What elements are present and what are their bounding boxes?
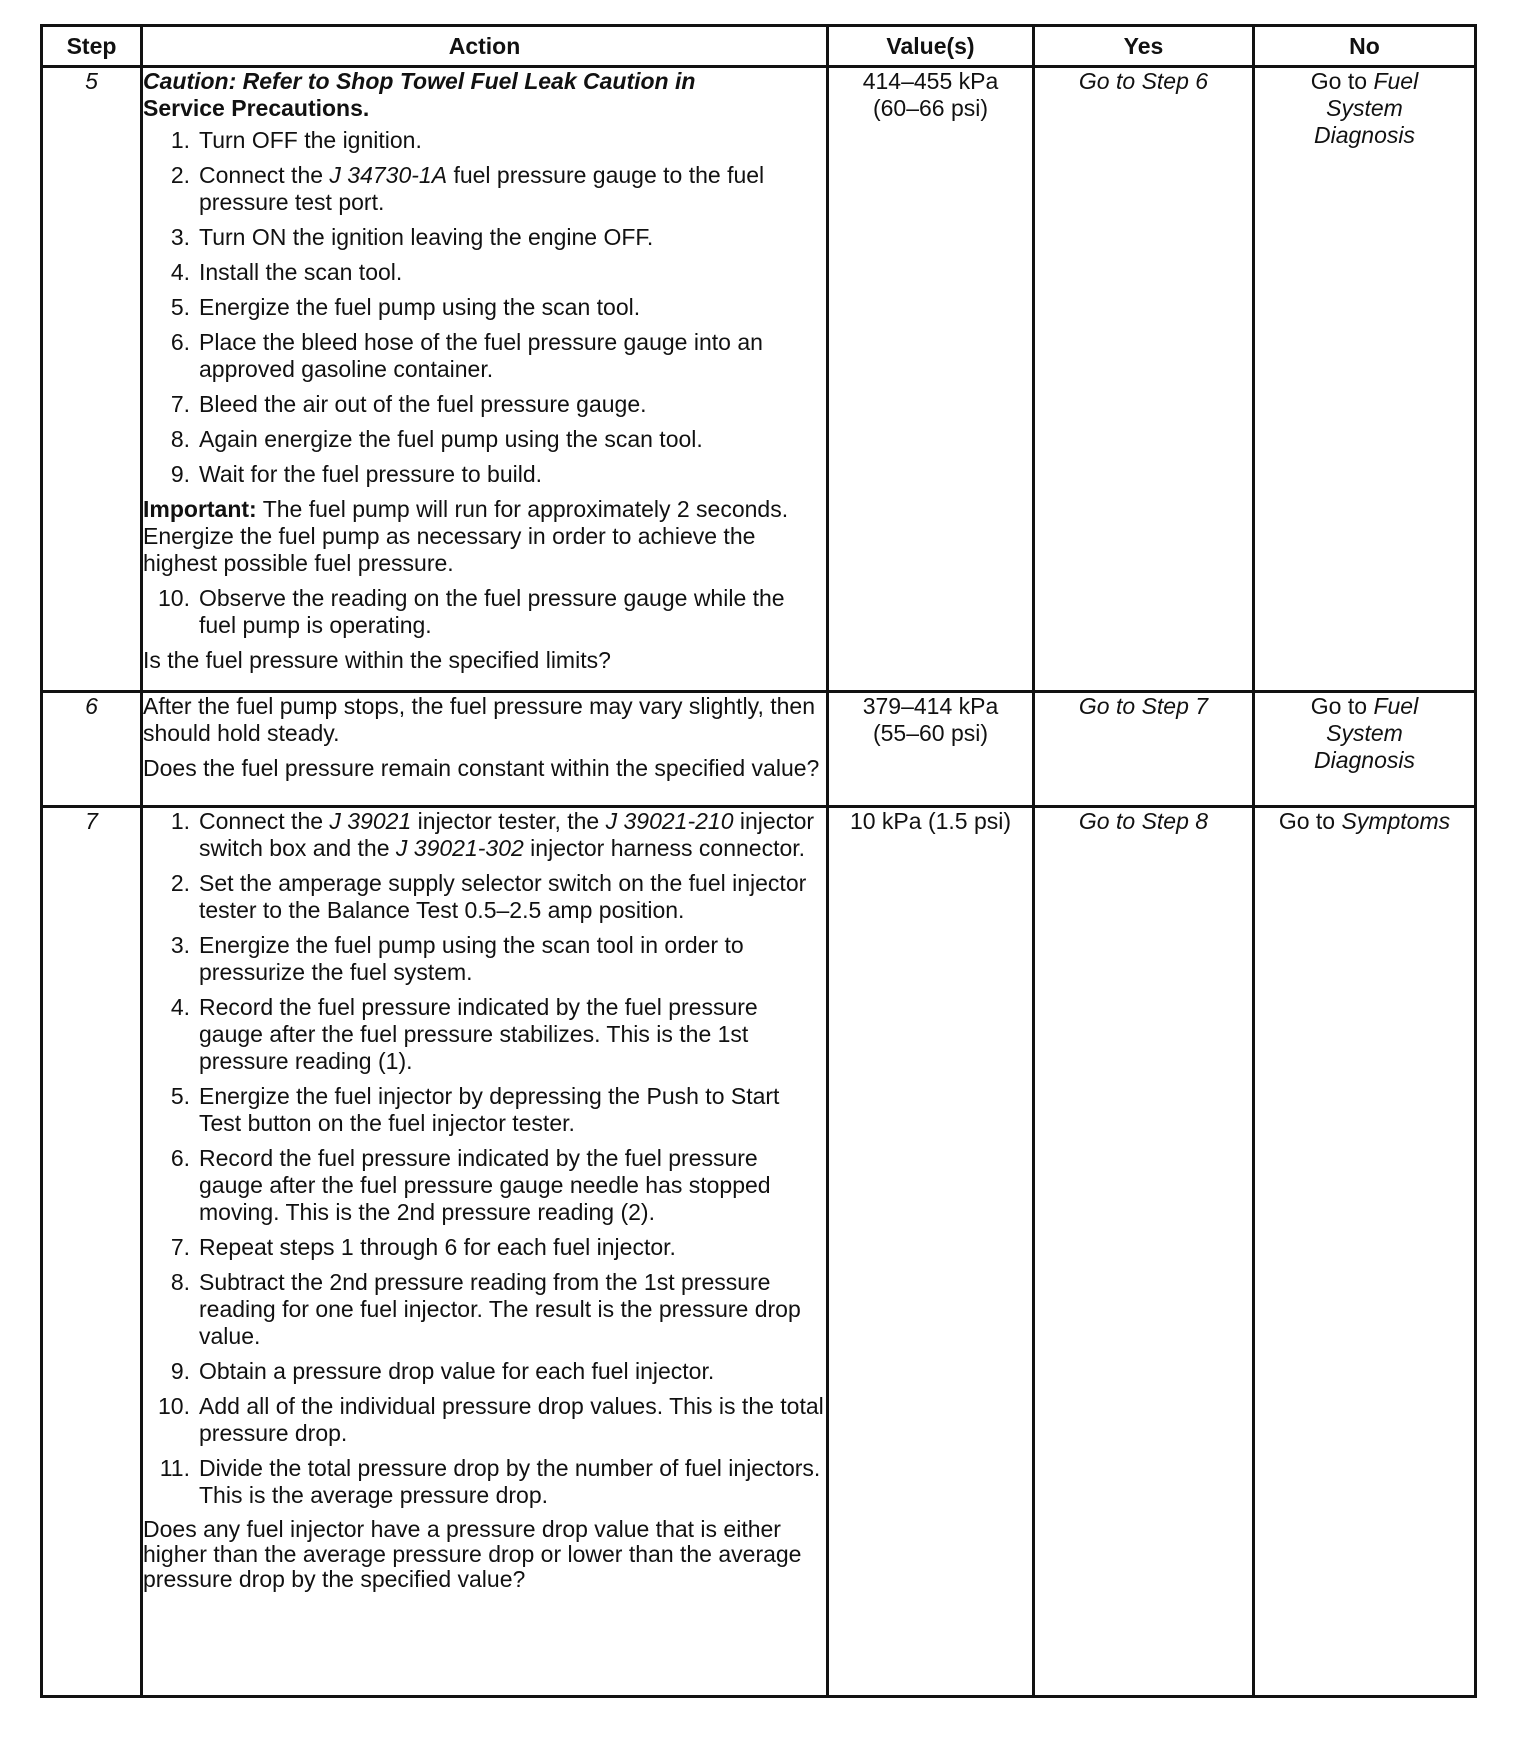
value-metric: 379–414 kPa [862,693,999,719]
list-item [143,329,826,383]
item-text: Repeat steps 1 through 6 for each fuel injector. [199,1234,676,1260]
diagnostic-table [40,24,1477,1698]
item-number: 9. [170,1358,190,1384]
question-text: Does any fuel injector have a pressure drop value that is either higher than the average pressure drop or lower than the average pressure drop by the specified value? [143,1516,802,1592]
item-number: 10. [158,585,190,611]
value-text: 10 kPa (1.5 psi) [849,808,1012,834]
list-item [143,1083,826,1137]
list-item [143,585,826,639]
header-step: Step [42,26,142,67]
list-item [143,994,826,1075]
item-text: Again energize the fuel pump using the scan tool. [199,426,703,452]
procedure-list [143,127,826,488]
no-target: Symptoms [1341,808,1451,834]
list-item [143,1145,826,1226]
item-number: 2. [170,870,190,896]
yes-cell [1034,67,1254,692]
list-item [143,1393,826,1447]
table-row-step-6 [42,692,1476,807]
no-text: Go to [1310,693,1374,719]
item-number: 5. [170,1083,190,1109]
value-metric: 414–455 kPa [862,68,999,94]
item-text: Bleed the air out of the fuel pressure gauge. [199,391,647,417]
step-number: 7 [42,807,142,1697]
action-cell [142,692,828,807]
item-number: 1. [170,127,190,153]
action-paragraph: After the fuel pump stops, the fuel pressure may vary slightly, then should hold steady. [143,693,816,746]
important-text: The fuel pump will run for approximately 2 seconds. Energize the fuel pump as necessary in order to achieve the highest possible fuel pressure. [143,496,789,576]
item-number: 3. [170,932,190,958]
item-number: 4. [170,994,190,1020]
list-item [143,461,826,488]
tool-number: J 39021-302 [395,835,524,861]
no-cell [1254,692,1476,807]
caution-line-2: Service Precautions. [143,95,370,121]
procedure-list [143,808,826,1509]
question-text: Is the fuel pressure within the specified limits? [143,647,611,673]
item-number: 1. [170,808,190,834]
item-number: 4. [170,259,190,285]
tool-number: J 34730-1A [329,162,448,188]
item-number: 2. [170,162,190,188]
step-number: 5 [42,67,142,692]
item-text: Energize the fuel injector by depressing the Push to Start Test button on the fuel injector tester. [199,1083,780,1136]
item-number: 7. [170,1234,190,1260]
no-target: Fuel System Diagnosis [1314,693,1419,773]
list-item [143,808,826,862]
table-row-step-5 [42,67,1476,692]
item-text: Wait for the fuel pressure to build. [199,461,543,487]
question-text: Does the fuel pressure remain constant within the specified value? [143,755,820,781]
tool-number: J 39021 [329,808,412,834]
item-number: 8. [170,1269,190,1295]
item-text-part: injector switch box and the [199,808,815,861]
yes-cell [1034,807,1254,1697]
item-text: Install the scan tool. [199,259,403,285]
list-item [143,224,826,251]
list-item [143,1269,826,1350]
no-link[interactable] [1290,693,1440,774]
header-row [42,26,1476,67]
tool-number: J 39021-210 [605,808,734,834]
caution-note [143,68,826,122]
value-cell [828,807,1034,1697]
item-number: 6. [170,1145,190,1171]
value-imperial: (55–60 psi) [872,720,989,746]
item-number: 5. [170,294,190,320]
table-row-step-7 [42,807,1476,1697]
item-text: Record the fuel pressure indicated by the fuel pressure gauge after the fuel pressure gauge needle has stopped moving. This is the 2nd pressure reading (2). [199,1145,771,1225]
item-text: Set the amperage supply selector switch on the fuel injector tester to the Balance Test 0.5–2.5 amp position. [199,870,807,923]
action-cell [142,807,828,1697]
item-text: Energize the fuel pump using the scan tool in order to pressurize the fuel system. [199,932,744,985]
item-number: 8. [170,426,190,452]
list-item [143,870,826,924]
list-item [143,1455,826,1509]
item-number: 3. [170,224,190,250]
no-link[interactable] [1279,808,1450,834]
list-item [143,259,826,286]
item-number: 7. [170,391,190,417]
no-text: Go to [1310,68,1374,94]
yes-cell [1034,692,1254,807]
caution-line-1: Caution: Refer to Shop Towel Fuel Leak Caution in [143,68,696,94]
important-label: Important: [143,496,257,522]
item-number: 11. [159,1455,190,1481]
list-item [143,391,826,418]
item-number: 6. [170,329,190,355]
item-text: Place the bleed hose of the fuel pressure gauge into an approved gasoline container. [199,329,763,382]
list-item [143,1234,826,1261]
action-cell [142,67,828,692]
item-text [199,808,826,862]
list-item [143,162,826,216]
item-text: Subtract the 2nd pressure reading from the 1st pressure reading for one fuel injector. The result is the pressure drop value. [199,1269,801,1349]
item-text-part: Connect the [199,808,330,834]
item-text-part: Connect the [199,162,330,188]
item-text: Energize the fuel pump using the scan tool. [199,294,641,320]
list-item [143,932,826,986]
item-text: Record the fuel pressure indicated by the fuel pressure gauge after the fuel pressure stabilizes. This is the 1st pressure reading (1). [199,994,758,1074]
item-text: Obtain a pressure drop value for each fuel injector. [199,1358,715,1384]
item-text: Divide the total pressure drop by the number of fuel injectors. This is the average pressure drop. [199,1455,821,1508]
procedure-list-continued [143,585,826,639]
item-text: Observe the reading on the fuel pressure gauge while the fuel pump is operating. [199,585,785,638]
step-number: 6 [42,692,142,807]
value-cell [828,692,1034,807]
no-target: Fuel System Diagnosis [1314,68,1419,148]
yes-link[interactable]: Go to Step 7 [1078,693,1209,719]
item-text: Add all of the individual pressure drop values. This is the total pressure drop. [199,1393,824,1446]
item-text: Turn OFF the ignition. [199,127,422,153]
item-number: 9. [170,461,190,487]
list-item [143,294,826,321]
value-cell [828,67,1034,692]
yes-link[interactable]: Go to Step 6 [1078,68,1209,94]
header-yes: Yes [1034,26,1254,67]
header-action: Action [142,26,828,67]
item-text-part: injector tester, the [411,808,606,834]
item-text [199,162,826,216]
yes-link[interactable]: Go to Step 8 [1078,808,1209,834]
no-cell [1254,807,1476,1697]
item-text-part: injector harness connector. [523,835,806,861]
no-link[interactable] [1290,68,1440,149]
list-item [143,426,826,453]
list-item [143,1358,826,1385]
no-text: Go to [1278,808,1342,834]
item-number: 10. [158,1393,190,1419]
item-text: Turn ON the ignition leaving the engine OFF. [199,224,654,250]
no-cell [1254,67,1476,692]
header-no: No [1254,26,1476,67]
item-text-part: fuel pressure gauge to the fuel pressure test port. [199,162,765,215]
list-item [143,127,826,154]
value-imperial: (60–66 psi) [872,95,989,121]
important-note [143,496,826,577]
header-value: Value(s) [828,26,1034,67]
